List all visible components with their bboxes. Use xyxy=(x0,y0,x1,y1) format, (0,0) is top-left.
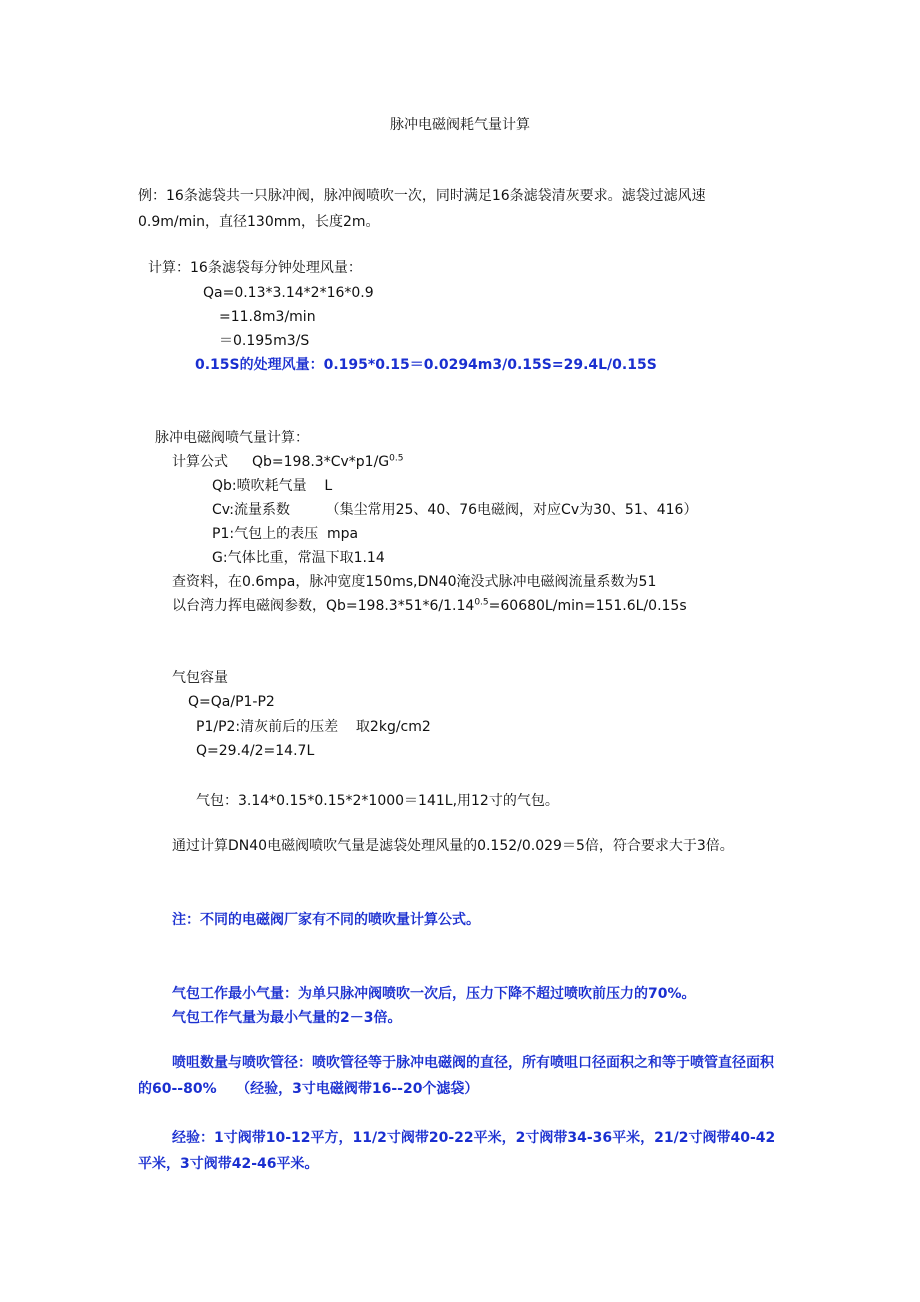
lookup-line: 查资料，在0.6mpa，脉冲宽度150ms,DN40淹没式脉冲电磁阀流量系数为51 xyxy=(172,574,657,590)
taiwan-pre: 以台湾力挥电磁阀参数，Qb=198.3*51*6/1.14 xyxy=(172,598,475,614)
qb-definition: Qb:喷吹耗气量 L xyxy=(212,478,333,494)
tank-line4: 气包：3.14*0.15*0.15*2*1000＝141L,用12寸的气包。 xyxy=(196,793,559,809)
conclusion-paragraph: 通过计算DN40电磁阀喷吹气量是滤袋处理风量的0.152/0.029＝5倍，符合要求大于3倍。 xyxy=(172,838,734,854)
tank-heading: 气包容量 xyxy=(172,670,228,686)
calc1-result: 0.15S的处理风量：0.195*0.15＝0.0294m3/0.15S=29.4L/0.15S xyxy=(195,357,657,373)
example-paragraph: 例：16条滤袋共一只脉冲阀，脉冲阀喷吹一次，同时满足16条滤袋清灰要求。滤袋过滤风速0.9m/min，直径130mm，长度2m。 xyxy=(138,188,706,230)
calc1-line2: =11.8m3/min xyxy=(219,309,316,325)
p1-definition: P1:气包上的表压 mpa xyxy=(212,526,359,542)
nozzle-paragraph: 喷咀数量与喷吹管径：喷吹管径等于脉冲电磁阀的直径，所有喷咀口径面积之和等于喷管直径面积的60--80% （经验，3寸电磁阀带16--20个滤袋） xyxy=(138,1055,774,1097)
tank-line1: Q=Qa/P1-P2 xyxy=(188,694,275,710)
document-title: 脉冲电磁阀耗气量计算 xyxy=(390,117,530,133)
tank-line2: P1/P2:清灰前后的压差 取2kg/cm2 xyxy=(196,719,431,735)
g-definition: G:气体比重，常温下取1.14 xyxy=(212,550,385,566)
experience-paragraph: 经验：1寸阀带10-12平方，11/2寸阀带20-22平米，2寸阀带34-36平米，21/2寸阀带40-42平米，3寸阀带42-46平米。 xyxy=(138,1130,776,1172)
formula-exponent: 0.5 xyxy=(389,453,404,464)
min-air-line1: 气包工作最小气量：为单只脉冲阀喷吹一次后，压力下降不超过喷吹前压力的70%。 xyxy=(172,986,696,1002)
calc1-heading: 计算：16条滤袋每分钟处理风量： xyxy=(148,260,362,276)
note-line: 注：不同的电磁阀厂家有不同的喷吹量计算公式。 xyxy=(172,912,480,928)
taiwan-post: =60680L/min=151.6L/0.15s xyxy=(488,598,687,614)
calc1-line1: Qa=0.13*3.14*2*16*0.9 xyxy=(203,285,374,301)
taiwan-exponent: 0.5 xyxy=(474,597,489,608)
min-air-line2: 气包工作气量为最小气量的2－3倍。 xyxy=(172,1010,402,1026)
tank-line3: Q=29.4/2=14.7L xyxy=(196,743,315,759)
formula-label: 计算公式 xyxy=(172,454,228,470)
taiwan-line xyxy=(172,596,687,616)
calc1-line3: ＝0.195m3/S xyxy=(219,333,310,349)
formula-main: Qb=198.3*Cv*p1/G xyxy=(252,454,390,470)
cv-definition: Cv:流量系数 （集尘常用25、40、76电磁阀，对应Cv为30、51、416） xyxy=(212,502,698,518)
calc2-heading: 脉冲电磁阀喷气量计算： xyxy=(155,430,309,446)
formula-line xyxy=(172,452,403,472)
